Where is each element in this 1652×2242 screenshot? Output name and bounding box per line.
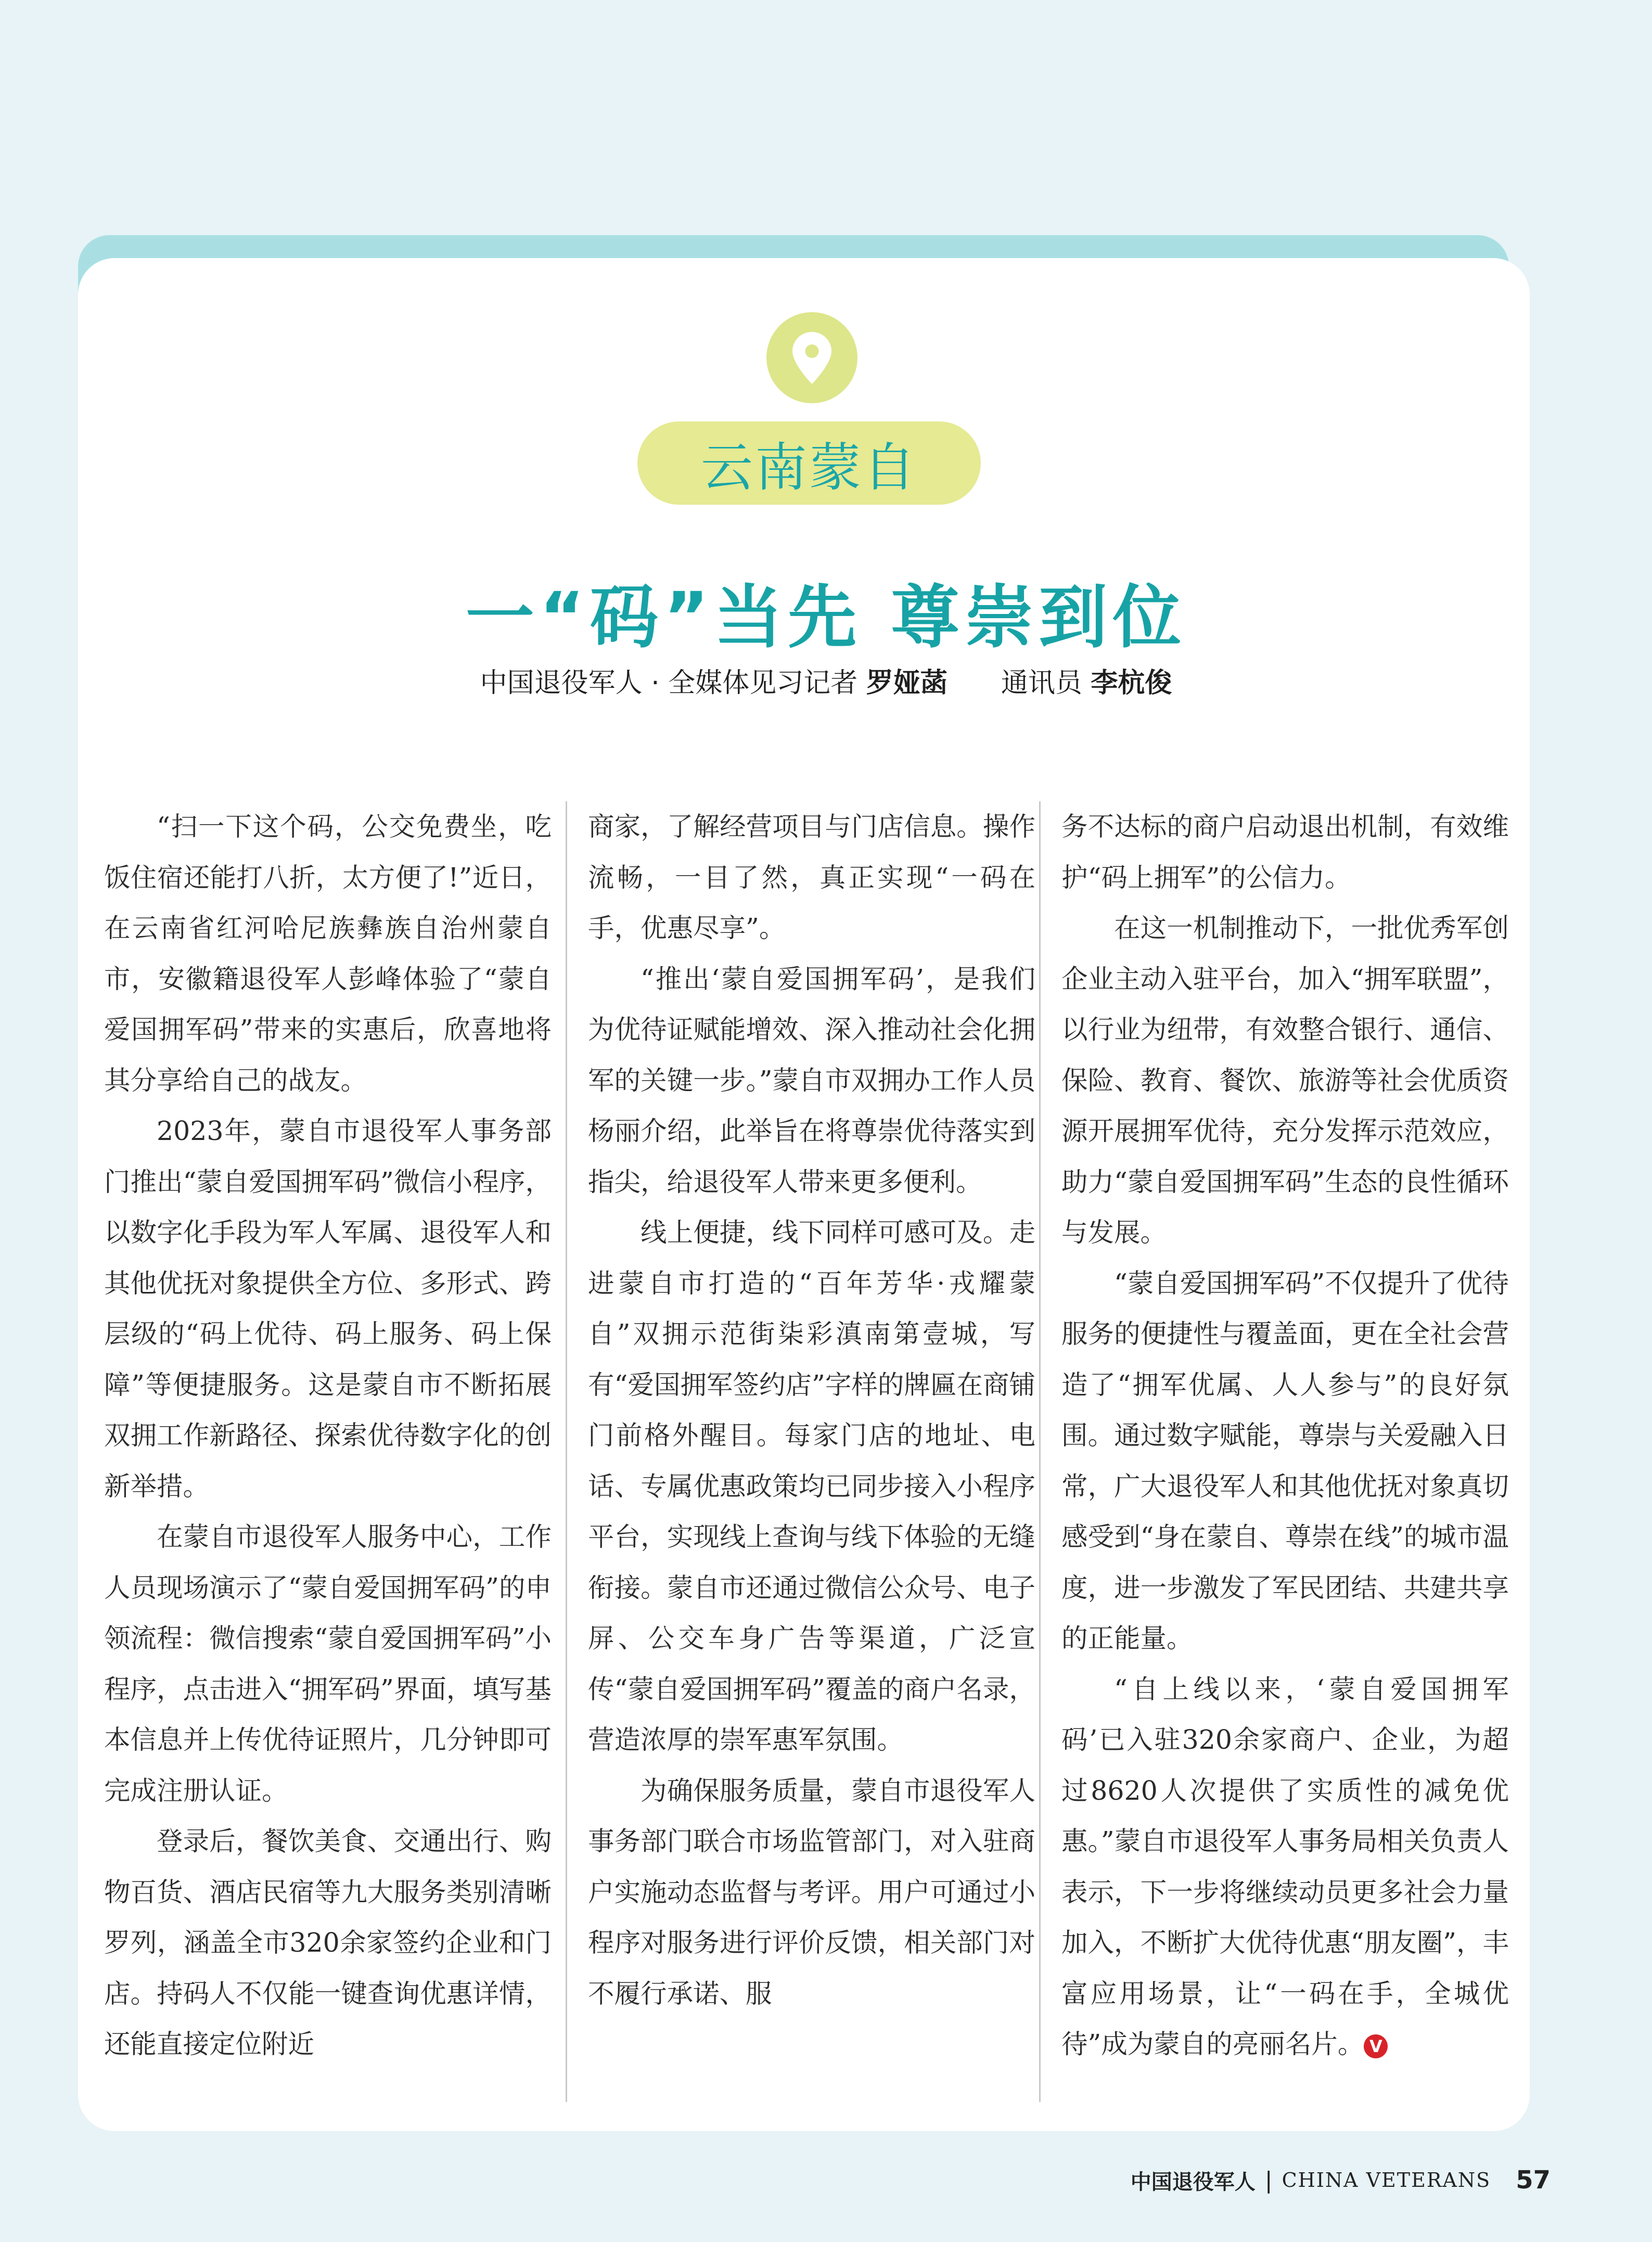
location-pin-icon — [792, 332, 831, 384]
article-title: 一“码”当先 尊崇到位 — [465, 578, 1187, 658]
paragraph: 2023年，蒙自市退役军人事务部门推出“蒙自爱国拥军码”微信小程序，以数字化手段为军人军属、退役军人和其他优抚对象提供全方位、多形式、跨层级的“码上优待、码上服务、码上保障”等便捷服务。这是蒙自市不断拓展双拥工作新路径、探索优待数字化的创新举措。 — [104, 1116, 552, 1502]
paragraph: 为确保服务质量，蒙自市退役军人事务部门联合市场监管部门，对入驻商户实施动态监督与考评。用户可通过小程序对服务进行评价反馈，相关部门对不履行承诺、服 — [588, 1775, 1035, 2009]
magazine-name-cn: 中国退役军人 — [1130, 2170, 1256, 2194]
location-label: 云南蒙自 — [637, 421, 981, 505]
paragraph: 登录后，餐饮美食、交通出行、购物百货、酒店民宿等九大服务类别清晰罗列，涵盖全市320余家签约企业和门店。持码人不仅能一键查询优惠详情，还能直接定位附近 — [104, 1826, 552, 2059]
paragraph: 在这一机制推动下，一批优秀军创企业主动入驻平台，加入“拥军联盟”，以行业为纽带，有效整合银行、通信、保险、教育、餐饮、旅游等社会优质资源开展拥军优待，充分发挥示范效应，助力“蒙自爱国拥军码”生态的良性循环与发展。 — [1061, 913, 1509, 1248]
article-column-1 — [104, 801, 552, 2112]
paragraph: 务不达标的商户启动退出机制，有效维护“码上拥军”的公信力。 — [1061, 811, 1509, 893]
column-divider — [1039, 801, 1041, 2102]
correspondent-label: 通讯员 — [1001, 668, 1082, 699]
last-paragraph — [1061, 1664, 1509, 2070]
location-badge — [766, 312, 857, 403]
byline-prefix: 中国退役军人 · 全媒体见习记者 — [480, 668, 858, 699]
magazine-name-en: CHINA VETERANS — [1282, 2169, 1491, 2192]
paragraph: 线上便捷，线下同样可感可及。走进蒙自市打造的“百年芳华·戎耀蒙自”双拥示范街柒彩滇南第壹城，写有“爱国拥军签约店”字样的牌匾在商铺门前格外醒目。每家门店的地址、电话、专属优惠政策均已同步接入小程序平台，实现线上查询与线下体验的无缝衔接。蒙自市还通过微信公众号、电子屏、公交车身广告等渠道，广泛宣传“蒙自爱国拥军码”覆盖的商户名录，营造浓厚的崇军惠军氛围。 — [588, 1217, 1035, 1755]
footer-separator: | — [1264, 2167, 1273, 2194]
end-mark-icon: V — [1364, 2034, 1388, 2058]
reporter-name: 罗娅菡 — [866, 668, 947, 699]
paragraph: “蒙自爱国拥军码”不仅提升了优待服务的便捷性与覆盖面，更在全社会营造了“拥军优属、人人参与”的良好氛围。通过数字赋能，尊崇与关爱融入日常，广大退役军人和其他优抚对象真切感受到“身在蒙自、尊崇在线”的城市温度，进一步激发了军民团结、共建共享的正能量。 — [1061, 1267, 1509, 1654]
article-column-3 — [1061, 801, 1509, 2112]
correspondent-name: 李杭俊 — [1091, 668, 1172, 699]
paragraph: “推出‘蒙自爱国拥军码’，是我们为优待证赋能增效、深入推动社会化拥军的关键一步。”蒙自市双拥办工作人员杨丽介绍，此举旨在将尊崇优待落实到指尖，给退役军人带来更多便利。 — [588, 963, 1035, 1197]
column-divider — [566, 801, 567, 2102]
byline — [0, 661, 1652, 708]
paragraph: 商家，了解经营项目与门店信息。操作流畅，一目了然，真正实现“一码在手，优惠尽享”。 — [588, 811, 1035, 943]
paragraph: 在蒙自市退役军人服务中心，工作人员现场演示了“蒙自爱国拥军码”的申领流程：微信搜索“蒙自爱国拥军码”小程序，点击进入“拥军码”界面，填写基本信息并上传优待证照片，几分钟即可完成注册认证。 — [104, 1521, 552, 1806]
page-footer — [1131, 2159, 1551, 2201]
paragraph-text: “自上线以来，‘蒙自爱国拥军码’已入驻320余家商户、企业，为超过8620人次提供了实质性的减免优惠。”蒙自市退役军人事务局相关负责人表示，下一步将继续动员更多社会力量加入，不断扩大优待优惠“朋友圈”，丰富应用场景，让“一码在手，全城优待”成为蒙自的亮丽名片。 — [1061, 1673, 1509, 2059]
page-number: 57 — [1516, 2166, 1551, 2195]
article-column-2 — [588, 801, 1035, 2112]
paragraph: “扫一下这个码，公交免费坐，吃饭住宿还能打八折，太方便了!”近日，在云南省红河哈尼族彝族自治州蒙自市，安徽籍退役军人彭峰体验了“蒙自爱国拥军码”带来的实惠后，欣喜地将其分享给自己的战友。 — [104, 811, 552, 1096]
